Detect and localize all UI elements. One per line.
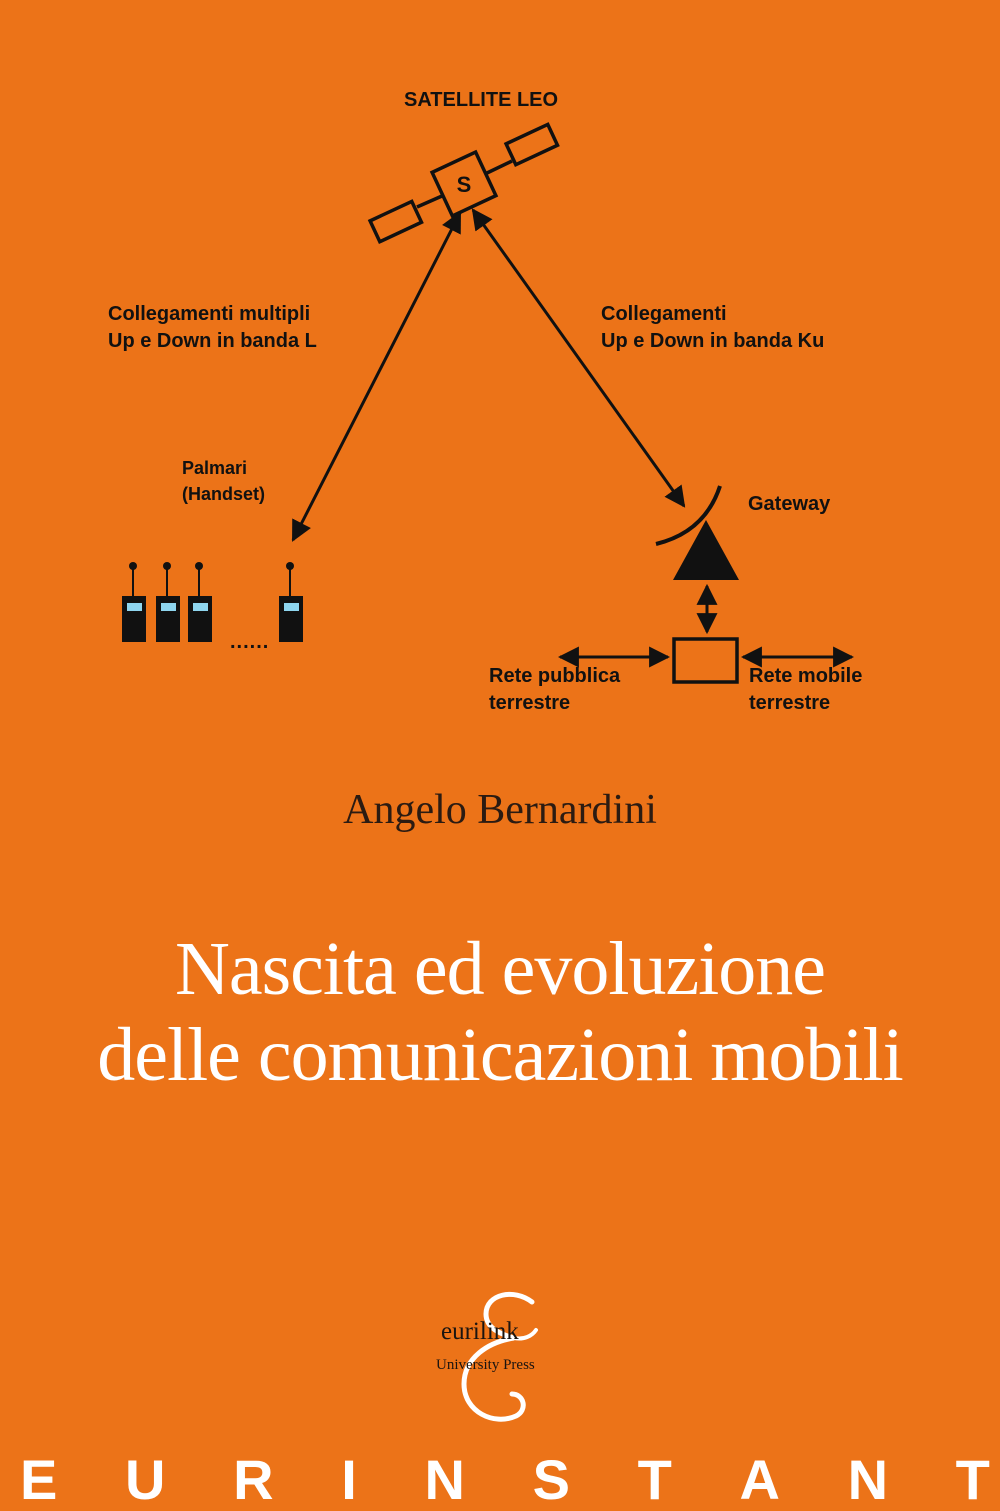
author-name: Angelo Bernardini [343,787,657,833]
book-title-line-2: delle comunicazioni mobili [97,1013,903,1097]
ku-band-link-arrow [473,210,684,506]
l-band-link-arrow [293,213,460,540]
series-letter: S [532,1448,570,1511]
series-letter: U [125,1448,166,1511]
book-title [0,926,1000,1098]
mobile-network-label: Rete mobile terrestre [749,665,863,714]
series-letter: E [20,1448,58,1511]
book-title-line-1: Nascita ed evoluzione [174,927,826,1011]
series-letter: N [424,1448,465,1511]
gateway-antenna-icon [673,520,739,580]
series-letter: R [233,1448,274,1511]
series-letter: T [637,1448,672,1511]
l-band-link-label: Collegamenti multipli Up e Down in banda L [108,303,317,352]
series-letter: I [341,1448,357,1511]
satellite-letter: S [456,172,472,197]
satellite-title: SATELLITE LEO [404,89,559,111]
publisher-subtitle: University Press [436,1357,535,1373]
series-letter: T [955,1448,990,1511]
ku-band-link-label: Collegamenti Up e Down in banda Ku [601,303,825,352]
handset-dots: ...... [230,631,270,653]
series-letter: A [739,1448,780,1511]
gateway-label: Gateway [748,493,831,515]
publisher-name: eurilink [441,1318,519,1345]
handsets-icon [122,562,303,642]
public-network-label: Rete pubblica terrestre [489,665,621,714]
handsets-label: Palmari (Handset) [182,458,266,504]
series-letter: N [847,1448,889,1511]
switch-box [674,639,737,682]
